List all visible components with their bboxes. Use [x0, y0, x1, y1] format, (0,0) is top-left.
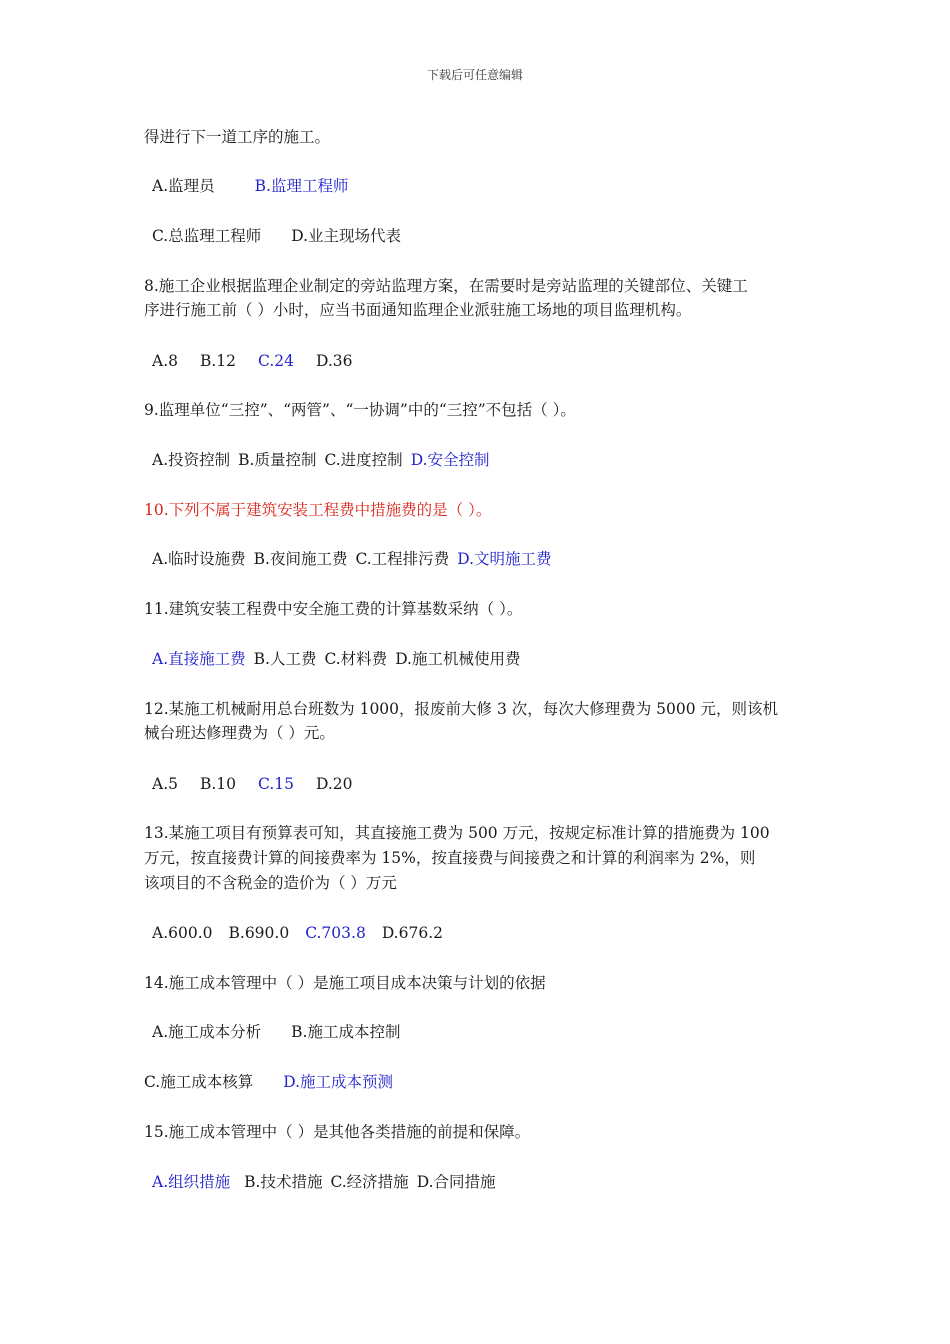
q9-option-a: A.投资控制 [152, 451, 231, 469]
q9-option-b: B.质量控制 [238, 451, 317, 469]
q13-text-line1: 13.某施工项目有预算表可知，其直接施工费为 500 万元，按规定标准计算的措施费为 100 [144, 824, 770, 842]
page-header: 下载后可任意编辑 [426, 68, 523, 82]
q12-option-a: A.5 [152, 775, 178, 793]
q11-option-c: C.材料费 [324, 650, 388, 668]
q10-text: 10.下列不属于建筑安装工程费中措施费的是（ ）。 [144, 501, 492, 519]
q9-text: 9.监理单位“三控”、“两管”、“一协调”中的“三控”不包括（ ）。 [144, 401, 576, 419]
q14-options-row1 [152, 1022, 400, 1042]
q12-text-line2: 械台班达修理费为（ ）元。 [144, 724, 335, 742]
q8-option-b: B.12 [199, 352, 237, 370]
q9-options [152, 450, 490, 470]
q8-option-c-answer: C.24 [258, 352, 294, 370]
q13-text-line3: 该项目的不含税金的造价为（ ）万元 [144, 874, 397, 892]
q8-text-line2: 序进行施工前（ ）小时，应当书面通知监理企业派驻施工场地的项目监理机构。 [144, 301, 692, 319]
q7-options-row1 [152, 176, 348, 196]
q13-options [152, 923, 443, 943]
q8-option-a: A.8 [152, 352, 178, 370]
q10-options [152, 549, 552, 569]
q10-option-d-answer: D.文明施工费 [457, 550, 552, 568]
q8-text-line1: 8.施工企业根据监理企业制定的旁站监理方案，在需要时是旁站监理的关键部位、关键工 [144, 277, 748, 295]
q12-option-c-answer: C.15 [258, 775, 294, 793]
q7-option-d: D.业主现场代表 [291, 227, 402, 245]
q13-option-b: B.690.0 [228, 924, 290, 942]
q15-option-d: D.合同措施 [416, 1173, 496, 1191]
q15-option-b: B.技术措施 [244, 1173, 323, 1191]
q11-text: 11.建筑安装工程费中安全施工费的计算基数采纳（ ）。 [144, 600, 523, 618]
q10-option-b: B.夜间施工费 [253, 550, 348, 568]
q7-option-b-answer: B.监理工程师 [254, 177, 349, 195]
q13-option-a: A.600.0 [152, 924, 213, 942]
q13-text-line2: 万元，按直接费计算的间接费率为 15%，按直接费与间接费之和计算的利润率为 2%，则 [144, 849, 756, 867]
q10-option-c: C.工程排污费 [355, 550, 450, 568]
q15-option-a-answer: A.组织措施 [152, 1173, 231, 1191]
q10-option-a: A.临时设施费 [152, 550, 246, 568]
q8-options [152, 351, 353, 371]
q14-option-a: A.施工成本分析 [152, 1023, 262, 1041]
q12-text-line1: 12.某施工机械耐用总台班数为 1000，报废前大修 3 次，每次大修理费为 5000 元，则该机 [144, 700, 779, 718]
continuation-text: 得进行下一道工序的施工。 [144, 128, 331, 146]
q15-options [152, 1172, 496, 1192]
q15-text: 15.施工成本管理中（ ）是其他各类措施的前提和保障。 [144, 1123, 531, 1141]
q13-option-c-answer: C.703.8 [305, 924, 366, 942]
q11-option-d: D.施工机械使用费 [395, 650, 521, 668]
q11-option-a-answer: A.直接施工费 [152, 650, 246, 668]
q7-option-a: A.监理员 [152, 177, 215, 195]
q12-options [152, 774, 353, 794]
q11-options [152, 649, 521, 669]
q12-option-d: D.20 [316, 775, 353, 793]
q14-options-row2 [144, 1072, 393, 1092]
q8-option-d: D.36 [316, 352, 353, 370]
q15-option-c: C.经济措施 [330, 1173, 409, 1191]
q7-options-row2 [152, 226, 401, 246]
q9-option-c: C.进度控制 [324, 451, 403, 469]
q13-option-d: D.676.2 [381, 924, 443, 942]
q7-option-c: C.总监理工程师 [152, 227, 262, 245]
q11-option-b: B.人工费 [253, 650, 317, 668]
q12-option-b: B.10 [199, 775, 237, 793]
q14-text: 14.施工成本管理中（ ）是施工项目成本决策与计划的依据 [144, 974, 546, 992]
q14-option-d-answer: D.施工成本预测 [283, 1073, 394, 1091]
q9-option-d-answer: D.安全控制 [410, 451, 490, 469]
q14-option-c: C.施工成本核算 [144, 1073, 254, 1091]
q14-option-b: B.施工成本控制 [291, 1023, 401, 1041]
